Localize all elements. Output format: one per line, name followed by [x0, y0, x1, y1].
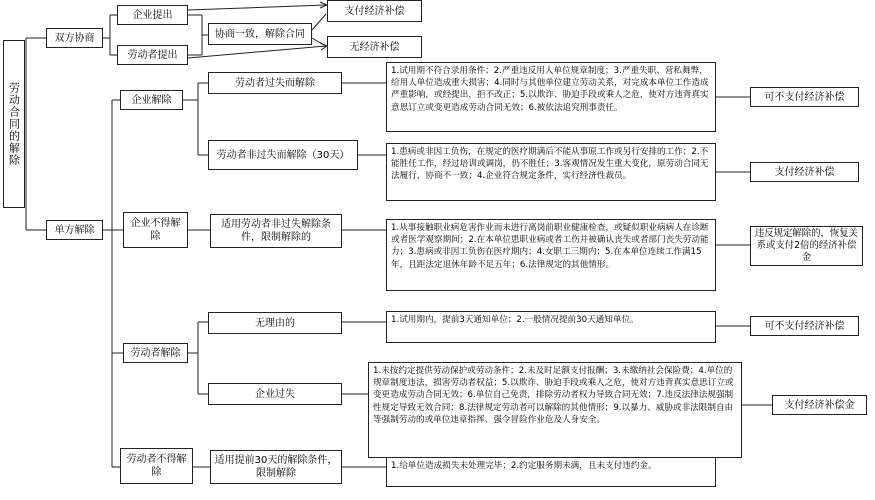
enterprise-fault-outcome: 支付经济补偿金	[772, 395, 867, 415]
pay-compensation-node: 支付经济补偿	[327, 0, 422, 22]
worker-cannot-details: 1.给单位造成损失未处理完毕；2.约定服务期未满，且未支付违约金。	[386, 457, 716, 487]
consensus-node: 协商一致，解除合同	[208, 23, 312, 45]
no-reason-details: 1.试用期内，提前3天通知单位；2.一般情况提前30天通知单位。	[386, 311, 716, 343]
enterprise-cannot-terminate-node: 企业不得解除	[123, 212, 188, 248]
cannot-terminate-details: 1.从事接触职业病危害作业而未进行离岗前职业健康检查，或疑似职业病病人在诊断或者医学观察期间；2.在本单位患职业病或者工伤并被确认丧失或者部门丧失劳动能力；3.患病或非因工负伤在医疗期内；4.女职工三期内；5.在本单位连续工作满15年，且距法定退休年龄不足五年；6.法律规定的其他情形。	[386, 219, 716, 291]
enterprise-fault-node: 企业过失	[208, 383, 342, 405]
cannot-terminate-outcome: 违反规定解除的，恢复关系或支付2倍的经济补偿金	[750, 226, 863, 266]
worker-termination-node: 劳动者解除	[123, 343, 188, 363]
fault-details: 1.试用期不符合录用条件；2.严重违反用人单位规章制度；3.严重失职、营私舞弊，给用人单位造成重大损害；4.同时与其他单位建立劳动关系，对完成本单位工作造成严重影响，或经提出，拒不改正；5.以欺诈、胁迫手段或乘人之危，使对方违背真实意思订立或变更造成劳动合同无效；6.被依法追究刑事责任。	[386, 62, 716, 132]
root-node: 劳动合同的解除	[3, 40, 25, 208]
worker-proposes-node: 劳动者提出	[117, 45, 188, 65]
enterprise-fault-details: 1.未按约定提供劳动保护或劳动条件；2.未及时足额支付报酬；3.未缴纳社会保险费；4.单位的规章制度违法，损害劳动者权益；5.以欺诈、胁迫手段或乘人之危，使对方违背真实意思订立或变更造成劳动合同无效；6.单位自己免责，排除劳动者权力导致合同无效；7.违反法律法规强制性规定导致无效合同；8.法律规定劳动者可以解除的其他情形；9.以暴力、威胁或非法限制自由等强制劳动的或单位违章指挥、强令冒险作业危及人身安全。	[368, 362, 742, 458]
nonfault-outcome: 支付经济补偿	[750, 162, 859, 182]
thirty-day-restricted-node: 适用提前30天的解除条件，限制解除	[210, 450, 342, 484]
no-reason-node: 无理由的	[208, 312, 342, 334]
no-reason-outcome: 可不支付经济补偿	[750, 316, 859, 336]
nonfault-restricted-node: 适用劳动者非过失解除条件，限制解除的	[210, 214, 342, 248]
mutual-agreement-node: 双方协商	[46, 28, 103, 48]
unilateral-termination-node: 单方解除	[46, 220, 103, 240]
employer-proposes-node: 企业提出	[117, 5, 188, 25]
no-compensation-node: 无经济补偿	[327, 36, 422, 58]
worker-fault-node: 劳动者过失而解除	[208, 72, 342, 94]
nonfault-details: 1.患病或非因工负伤，在规定的医疗期满后不能从事原工作或另行安排的工作；2.不能胜任工作，经过培训或调岗，仍不胜任；3.客观情况发生重大变化，原劳动合同无法履行，协商不一致；4.企业符合规定条件，实行经济性裁员。	[386, 143, 716, 201]
worker-nonfault-node: 劳动者非过失而解除（30天）	[208, 140, 358, 170]
fault-outcome: 可不支付经济补偿	[750, 87, 859, 107]
worker-cannot-terminate-node: 劳动者不得解除	[120, 448, 193, 484]
enterprise-termination-node: 企业解除	[120, 90, 183, 110]
